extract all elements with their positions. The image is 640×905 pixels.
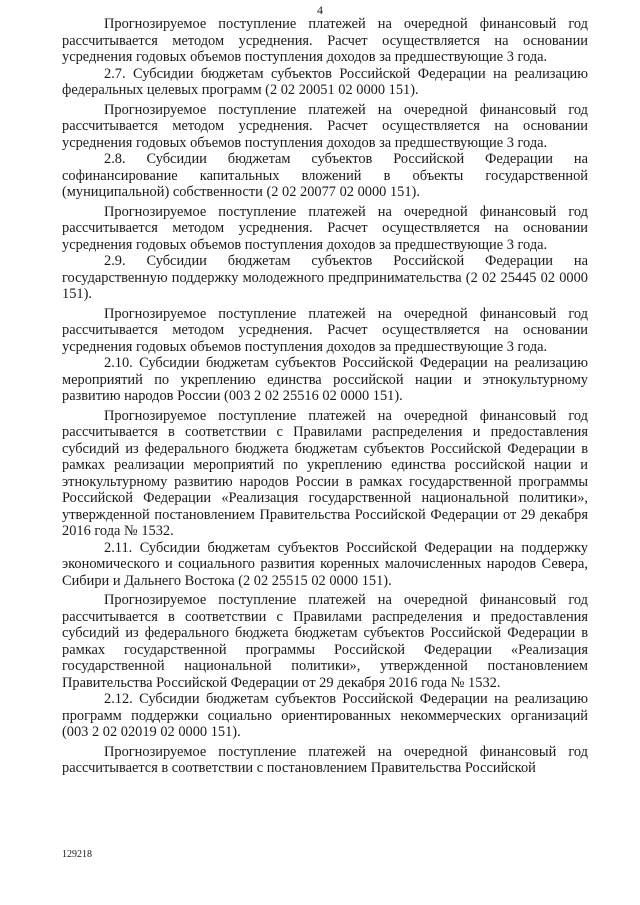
paragraph-forecast-decree: Прогнозируемое поступление платежей на очередной финансовый год рассчитывается в соответствии с постановлением Правительства Российской: [62, 743, 588, 776]
document-body: [62, 16, 588, 777]
paragraph-forecast-method: Прогнозируемое поступление платежей на очередной финансовый год рассчитывается методом усреднения. Расчет осуществляется на основании усреднения годовых объемов поступления доходов за предшествующие 3 года.: [62, 203, 588, 253]
section-2-9-heading: 2.9. Субсидии бюджетам субъектов Российской Федерации на государственную поддержку молодежного предпринимательства (2 02 25445 02 0000 151).: [62, 253, 588, 302]
paragraph-forecast-method: Прогнозируемое поступление платежей на очередной финансовый год рассчитывается методом усреднения. Расчет осуществляется на основании усреднения годовых объемов поступления доходов за предшествующие 3 года.: [62, 101, 588, 151]
paragraph-forecast-method: Прогнозируемое поступление платежей на очередной финансовый год рассчитывается методом усреднения. Расчет осуществляется на основании усреднения годовых объемов поступления доходов за предшествующие 3 года.: [62, 305, 588, 355]
section-2-12-heading: 2.12. Субсидии бюджетам субъектов Российской Федерации на реализацию программ поддержки социально ориентированных некоммерческих организаций (003 2 02 02019 02 0000 151).: [62, 691, 588, 740]
page-number: 4: [317, 3, 323, 17]
paragraph-forecast-rules: Прогнозируемое поступление платежей на очередной финансовый год рассчитывается в соответствии с Правилами распределения и предоставления субсидий из федерального бюджета бюджетам субъектов Российской Федерации в рамках реализации мероприятий по укреплению единства российской нации и этнокультурному развитию народов России в рамках государственной программы Российской Федерации «Реализация государственной национальной политики», утвержденной постановлением Правительства Российской Федерации от 29 декабря 2016 года № 1532.: [62, 407, 588, 539]
section-2-7-heading: 2.7. Субсидии бюджетам субъектов Российской Федерации на реализацию федеральных целевых программ (2 02 20051 02 0000 151).: [62, 65, 588, 98]
paragraph-forecast-rules: Прогнозируемое поступление платежей на очередной финансовый год рассчитывается в соответствии с Правилами распределения и предоставления субсидий из федерального бюджета бюджетам субъектов Российской Федерации в рамках государственной программы Российской Федерации «Реализация государственной национальной политики», утвержденной постановлением Правительства Российской Федерации от 29 декабря 2016 года № 1532.: [62, 592, 588, 691]
section-2-11-heading: 2.11. Субсидии бюджетам субъектов Российской Федерации на поддержку экономического и социального развития коренных малочисленных народов Севера, Сибири и Дальнего Востока (2 02 25515 02 0000 151).: [62, 539, 588, 589]
section-2-10-heading: 2.10. Субсидии бюджетам субъектов Российской Федерации на реализацию мероприятий по укреплению единства российской нации и этнокультурному развитию народов России (003 2 02 25516 02 0000 151).: [62, 355, 588, 404]
section-2-8-heading: 2.8. Субсидии бюджетам субъектов Российской Федерации на софинансирование капитальных вложений в объекты государственной (муниципальной) собственности (2 02 20077 02 0000 151).: [62, 151, 588, 200]
paragraph-forecast-method: Прогнозируемое поступление платежей на очередной финансовый год рассчитывается методом усреднения. Расчет осуществляется на основании усреднения годовых объемов поступления доходов за предшествующие 3 года.: [62, 16, 588, 65]
document-code: 129218: [62, 849, 92, 860]
